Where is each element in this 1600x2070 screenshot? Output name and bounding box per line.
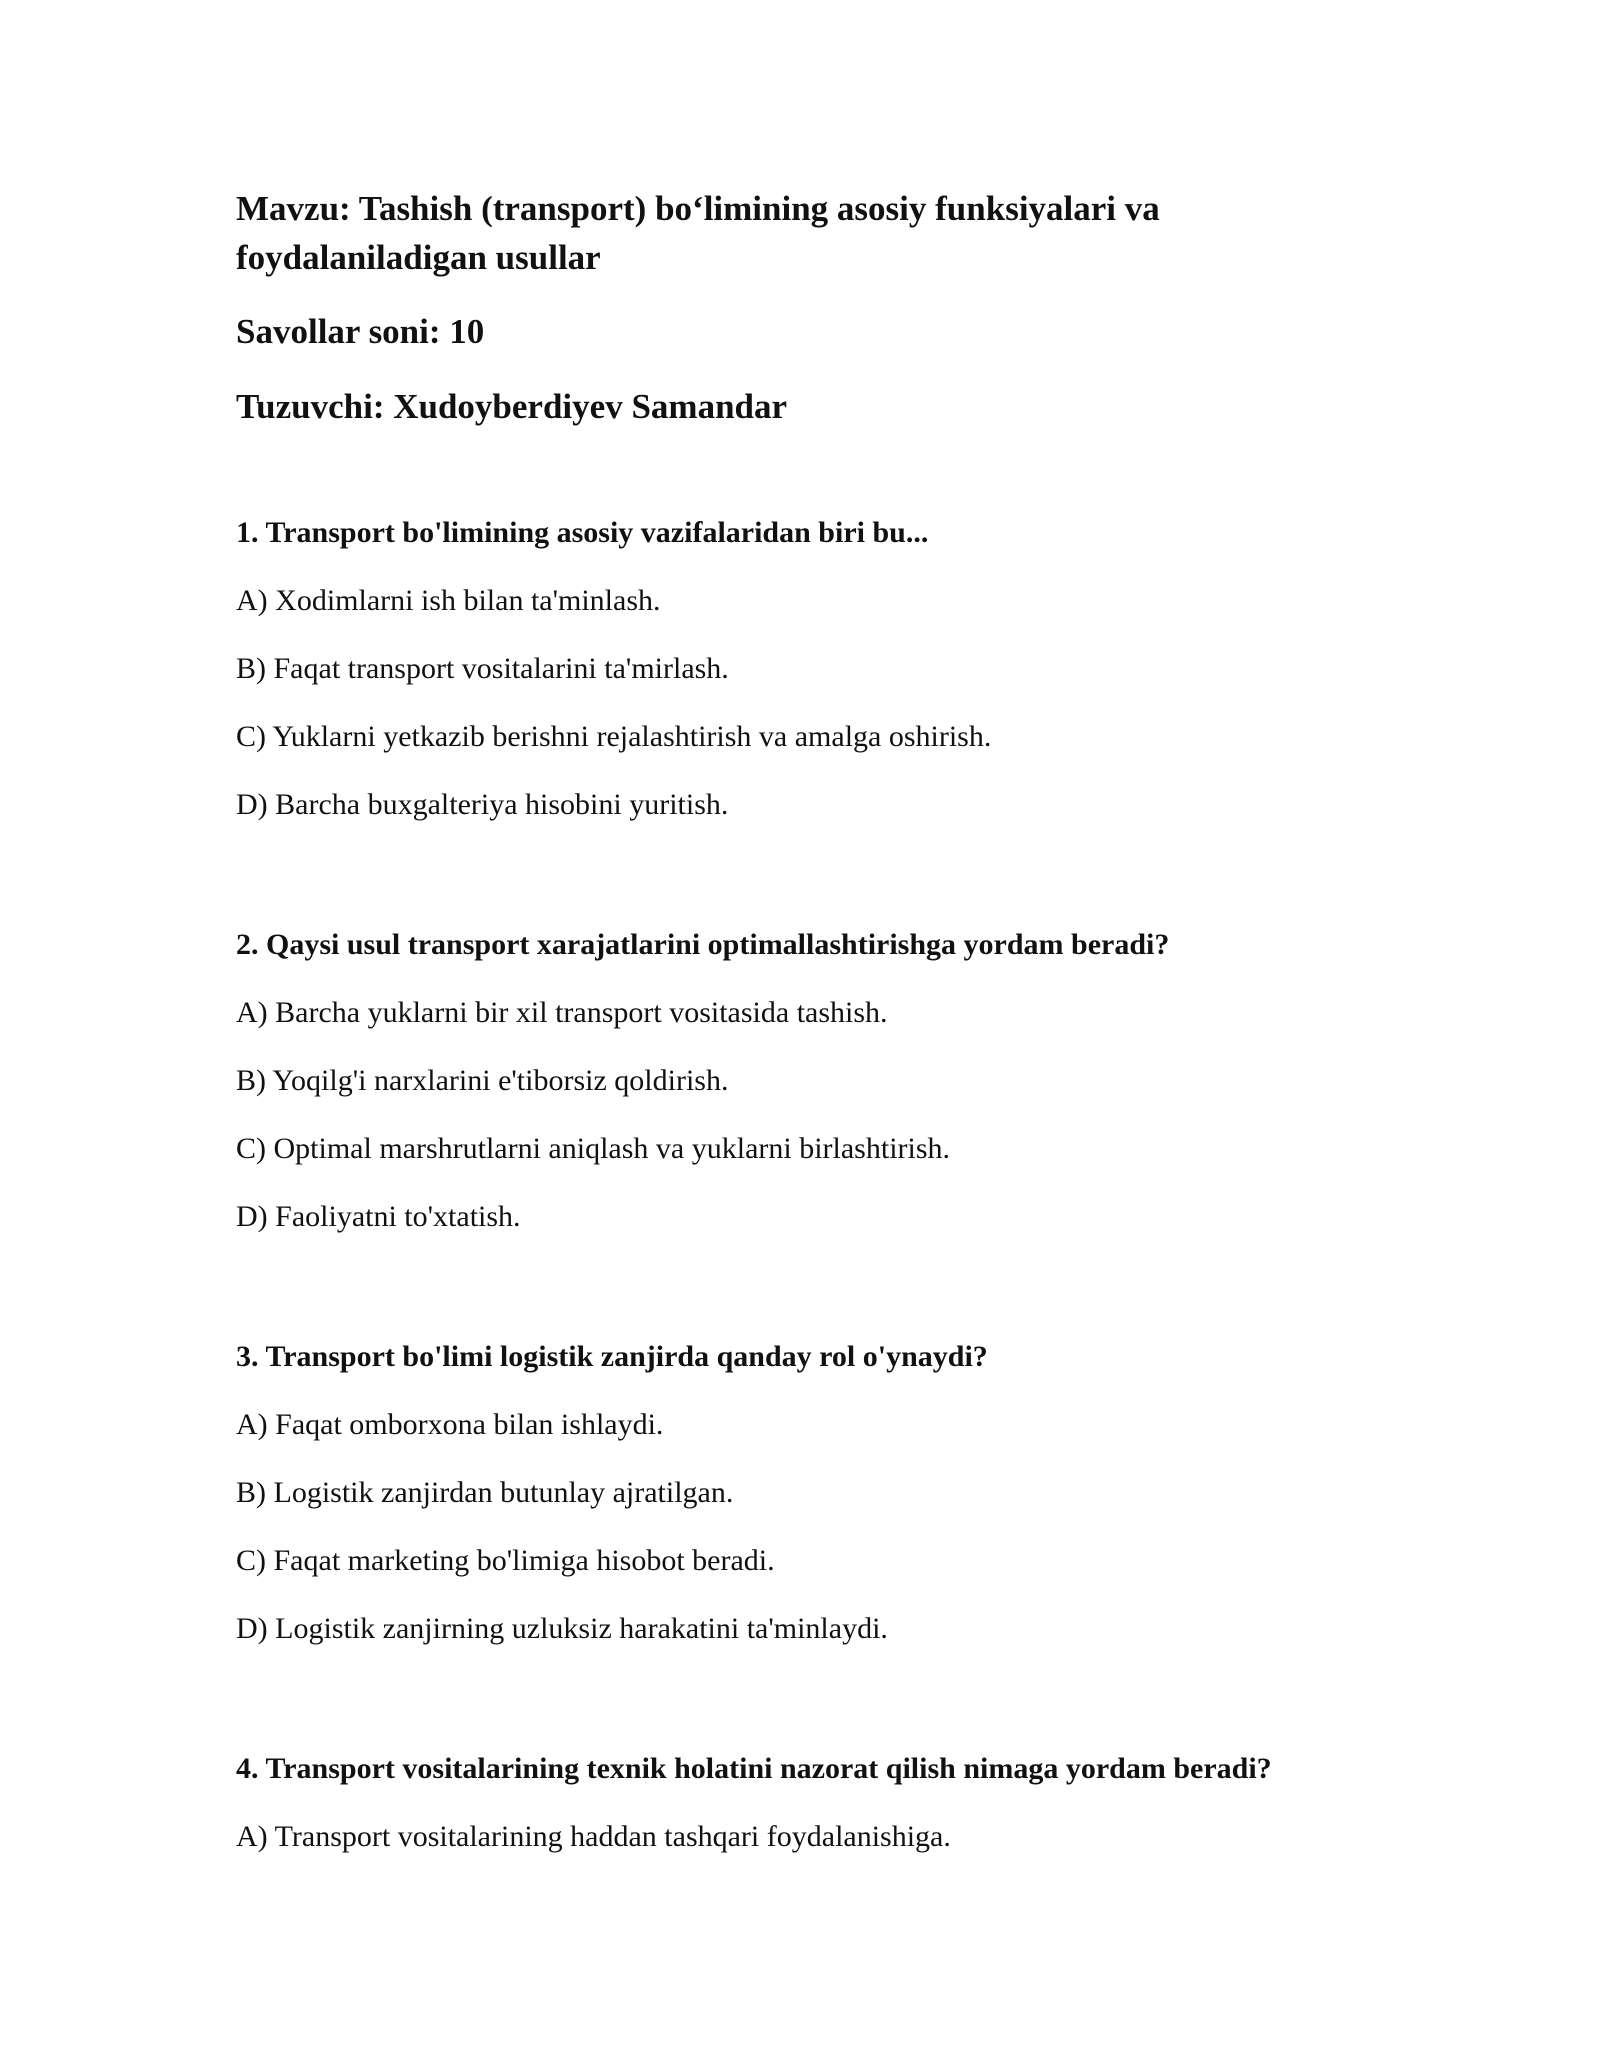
answer-option-a: A) Xodimlarni ish bilan ta'minlash. bbox=[236, 584, 661, 617]
question-text: 2. Qaysi usul transport xarajatlarini optimallashtirishga yordam beradi? bbox=[236, 928, 1170, 961]
answer-option-d: D) Barcha buxgalteriya hisobini yuritish. bbox=[236, 788, 729, 821]
answer-option-d: D) Faoliyatni to'xtatish. bbox=[236, 1200, 521, 1233]
answer-option-c: C) Faqat marketing bo'limiga hisobot beradi. bbox=[236, 1544, 775, 1577]
question-text: 4. Transport vositalarining texnik holatini nazorat qilish nimaga yordam beradi? bbox=[236, 1752, 1272, 1785]
answer-option-a: A) Faqat omborxona bilan ishlaydi. bbox=[236, 1408, 664, 1441]
answer-option-c: C) Optimal marshrutlarni aniqlash va yuklarni birlashtirish. bbox=[236, 1132, 951, 1165]
question-text: 1. Transport bo'limining asosiy vazifalaridan biri bu... bbox=[236, 516, 929, 549]
question-1 bbox=[236, 513, 1416, 825]
answer-option-b: B) Faqat transport vositalarini ta'mirlash. bbox=[236, 652, 729, 685]
question-2 bbox=[236, 925, 1416, 1237]
question-text: 3. Transport bo'limi logistik zanjirda qanday rol o'ynaydi? bbox=[236, 1340, 988, 1373]
question-count: Savollar soni: 10 bbox=[236, 312, 485, 351]
answer-option-b: B) Yoqilg'i narxlarini e'tiborsiz qoldirish. bbox=[236, 1064, 729, 1097]
answer-option-a: A) Transport vositalarining haddan tashqari foydalanishiga. bbox=[236, 1820, 951, 1853]
answer-option-c: C) Yuklarni yetkazib berishni rejalashtirish va amalga oshirish. bbox=[236, 720, 992, 753]
document-content bbox=[236, 184, 1416, 1857]
author-line: Tuzuvchi: Xudoyberdiyev Samandar bbox=[236, 387, 788, 426]
answer-option-b: B) Logistik zanjirdan butunlay ajratilgan. bbox=[236, 1476, 734, 1509]
document-title: Mavzu: Tashish (transport) bo‘limining asosiy funksiyalari va foydalaniladigan usullar bbox=[236, 189, 1160, 277]
question-3 bbox=[236, 1337, 1416, 1649]
question-4 bbox=[236, 1749, 1416, 1857]
answer-option-a: A) Barcha yuklarni bir xil transport vositasida tashish. bbox=[236, 996, 888, 1029]
answer-option-d: D) Logistik zanjirning uzluksiz harakatini ta'minlaydi. bbox=[236, 1612, 888, 1645]
question-list bbox=[236, 513, 1416, 1857]
